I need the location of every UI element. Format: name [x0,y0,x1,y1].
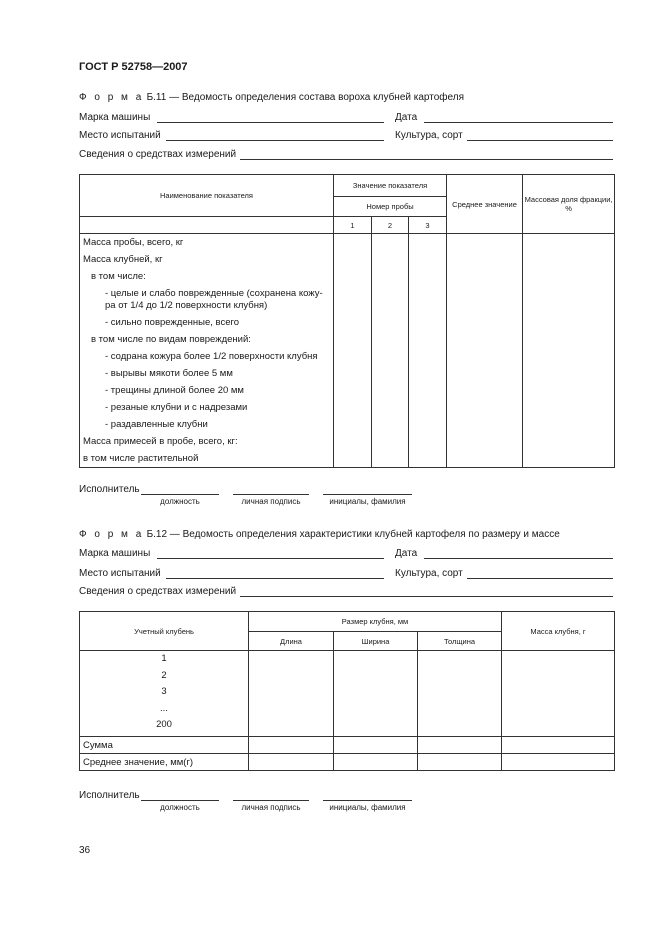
document-code: ГОСТ Р 52758—2007 [79,61,188,73]
form-b11-place-field[interactable] [166,140,384,141]
page-number: 36 [79,845,91,856]
b12-position-field[interactable] [141,800,219,801]
b11-sample-2-column[interactable] [372,234,409,468]
b12-name-field[interactable] [323,800,412,801]
b12-width-column[interactable] [334,651,418,737]
b12-tuber-numbers [80,651,249,737]
b12-avg-length-cell[interactable] [249,754,334,771]
b11-row-label: - вырывы мякоти более 5 мм [105,368,233,379]
form-b11-machine-label: Марка машины [79,112,151,123]
form-b12-date-field[interactable] [424,558,613,559]
b12-sum-thickness-cell[interactable] [418,737,502,754]
b11-row-label: Масса пробы, всего, кг [83,237,184,248]
form-b12-table [79,611,615,771]
form-b12-date-label: Дата [395,548,418,559]
b12-tuber-number: 2 [161,669,167,681]
b11-row-label: - раздавленные клубни [105,419,208,430]
b12-tuber-number: 1 [161,653,167,664]
form-b11-date-field[interactable] [424,122,613,123]
b11-sample-number: 2 [372,217,409,234]
b11-col-value-header: Значение показателя [334,175,447,197]
b11-position-caption: должность [160,497,200,506]
form-b11-instruments-label: Сведения о средствах измерений [79,149,237,160]
b12-col-size-header: Размер клубня, мм [249,612,502,632]
b11-signature-field[interactable] [233,494,309,495]
form-b11-machine-field[interactable] [157,122,384,123]
b12-col-thickness-header: Толщина [418,632,502,651]
b11-sample-1-column[interactable] [334,234,372,468]
b11-performer-label: Исполнитель [79,484,140,495]
b11-row-label: - сильно поврежденные, всего [105,317,240,328]
b12-performer-label: Исполнитель [79,790,140,801]
form-b11-instruments-field[interactable] [240,159,613,160]
form-b11-title [79,92,464,103]
b12-tuber-number: 200 [156,719,172,731]
form-b12-form-word: Ф о р м а [79,529,144,540]
b12-tuber-number: 3 [161,686,167,698]
b11-row-label: в том числе растительной [83,453,199,464]
b11-mass-fraction-column[interactable] [523,234,615,468]
b12-sum-label: Сумма [80,737,249,754]
form-b12-machine-label: Марка машины [79,548,151,559]
b11-row-label: в том числе по видам повреждений: [91,334,251,345]
b12-col-mass-header: Масса клубня, г [502,612,615,651]
form-b12-place-label: Место испытаний [79,568,161,579]
b12-length-column[interactable] [249,651,334,737]
b11-col-sample-header: Номер пробы [334,197,447,217]
form-b11-date-label: Дата [395,112,418,123]
form-b12-place-field[interactable] [166,578,384,579]
form-b11-culture-label: Культура, сорт [395,130,463,141]
b11-signature-caption: личная подпись [241,497,301,506]
b11-position-field[interactable] [141,494,219,495]
b11-row-label: - трещины длиной более 20 мм [105,385,244,396]
b11-row-label: - целые и слабо поврежденные (сохранена кожу-ра от 1/4 до 1/2 поверхности клубня) [105,288,323,311]
b11-header-spacer [80,217,334,234]
b12-sum-length-cell[interactable] [249,737,334,754]
b11-name-caption: инициалы, фамилия [329,497,406,506]
b11-sample-number: 3 [409,217,447,234]
form-b11-culture-field[interactable] [467,140,613,141]
b11-col-mass-fraction-header: Массовая доля фракции, % [523,175,615,234]
b12-sum-mass-cell[interactable] [502,737,615,754]
b12-avg-mass-cell[interactable] [502,754,615,771]
b12-col-length-header: Длина [249,632,334,651]
b11-row-label: - содрана кожура более 1/2 поверхности клубня [105,351,318,362]
form-b11-form-word: Ф о р м а [79,92,144,103]
b12-sum-width-cell[interactable] [334,737,418,754]
b11-row-labels [80,234,334,468]
form-b12-title-text: Б.12 — Ведомость определения характеристики клубней картофеля по размеру и массе [146,529,560,540]
b12-avg-thickness-cell[interactable] [418,754,502,771]
form-b12-instruments-label: Сведения о средствах измерений [79,586,237,597]
b12-position-caption: должность [160,803,200,812]
b12-col-width-header: Ширина [334,632,418,651]
form-b11-table [79,174,615,468]
b11-col-average-header: Среднее значение [447,175,523,234]
b11-row-label: в том числе: [91,271,146,282]
b11-col-name-header: Наименование показателя [80,175,334,217]
b12-thickness-column[interactable] [418,651,502,737]
b11-sample-3-column[interactable] [409,234,447,468]
b12-name-caption: инициалы, фамилия [329,803,406,812]
b11-row-label: Масса примесей в пробе, всего, кг: [83,436,238,447]
b12-avg-width-cell[interactable] [334,754,418,771]
form-b12-instruments-field[interactable] [240,596,613,597]
b12-tuber-number: ... [160,702,168,714]
form-b11-title-text: Б.11 — Ведомость определения состава вороха клубней картофеля [146,92,464,103]
b11-row-label: - резаные клубни и с надрезами [105,402,248,413]
b12-signature-caption: личная подпись [241,803,301,812]
b12-col-tuber-header: Учетный клубень [80,612,249,651]
b11-row-label: Масса клубней, кг [83,254,163,265]
form-b12-culture-field[interactable] [467,578,613,579]
b11-sample-number: 1 [334,217,372,234]
b12-average-label: Среднее значение, мм(г) [80,754,249,771]
form-b12-machine-field[interactable] [157,558,384,559]
form-b12-culture-label: Культура, сорт [395,568,463,579]
b11-average-column[interactable] [447,234,523,468]
form-b12-title [79,529,560,540]
b12-signature-field[interactable] [233,800,309,801]
b11-name-field[interactable] [323,494,412,495]
form-b11-place-label: Место испытаний [79,130,161,141]
b12-mass-column[interactable] [502,651,615,737]
